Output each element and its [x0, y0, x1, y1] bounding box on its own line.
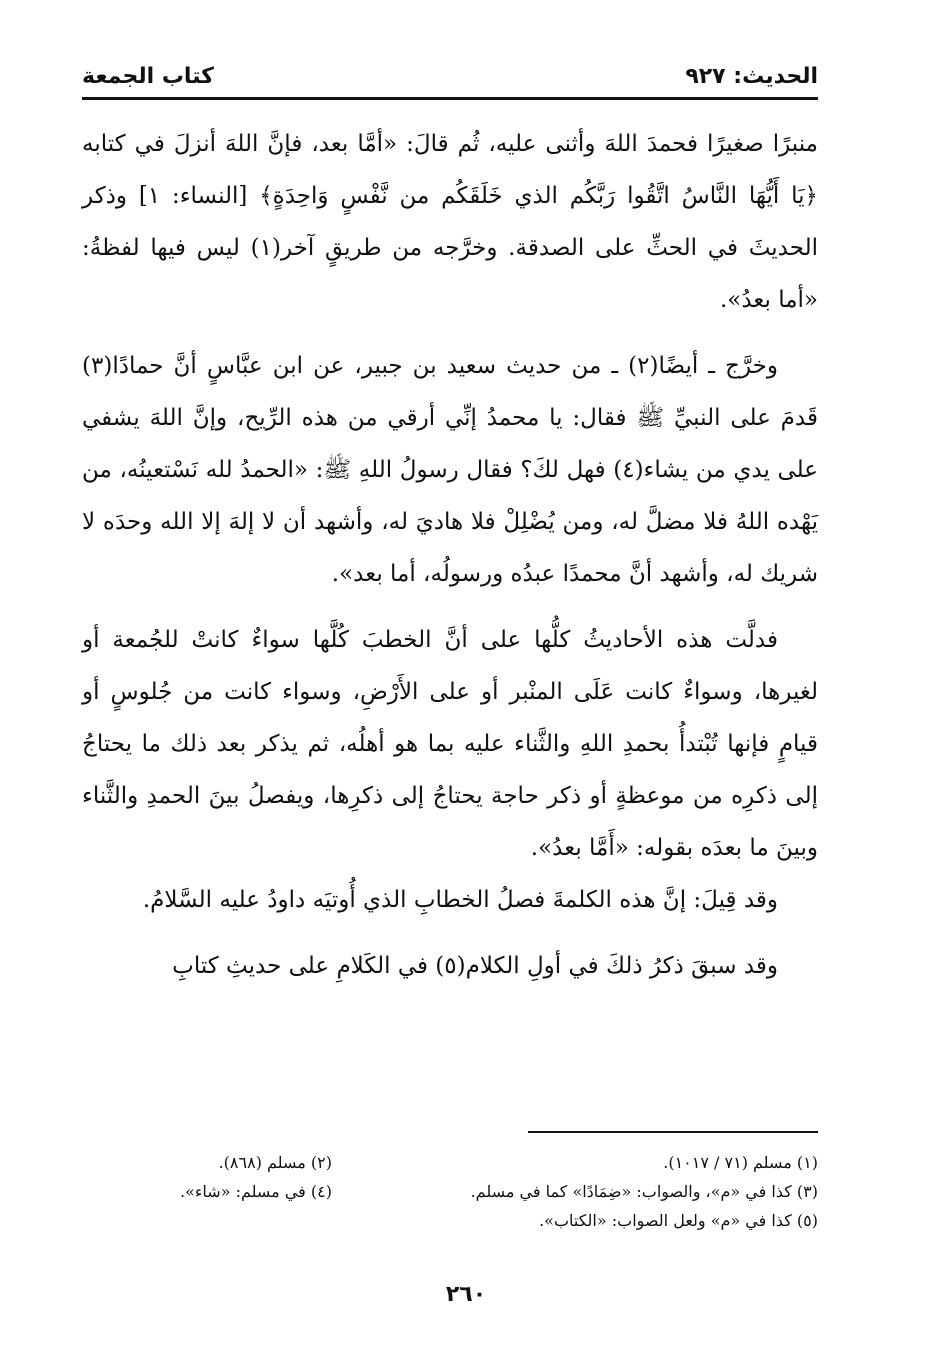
- hadith-number-label: الحديث: ٩٢٧: [685, 64, 818, 89]
- paragraph-4: وقد قِيلَ: إنَّ هذه الكلمةَ فصلُ الخطابِ الذي أُوتيَه داودُ عليه السَّلامُ.: [142, 887, 778, 913]
- footnote-row: [82, 1148, 818, 1177]
- running-header: [82, 58, 818, 98]
- footnote-2: (٢) مسلم (٨٦٨).: [218, 1153, 332, 1172]
- footnotes: [82, 1148, 818, 1235]
- footnote-row: [82, 1177, 818, 1206]
- footnote-4: (٤) في مسلم: «شاء».: [180, 1182, 332, 1201]
- footnote-5: (٥) كذا في «م» ولعل الصواب: «الكتاب».: [539, 1211, 818, 1230]
- footnote-3: (٣) كذا في «م»، والصواب: «ضِمَادًا» كما في مسلم.: [470, 1182, 818, 1201]
- footnote-separator: [528, 1131, 818, 1133]
- paragraph-1: منبرًا صغيرًا فحمدَ اللهَ وأثنى عليه، ثُم قالَ: «أمَّا بعد، فإنَّ اللهَ أنزلَ في كتابه ﴿يَا أَيُّهَا النَّاسُ اتَّقُوا رَبَّكُم الذي خَلَقَكُم من نَّفْسٍ وَاحِدَةٍ﴾ [النساء: ١] وذكر الحديثَ في الحثِّ على الصدقة. وخرَّجه من طريقٍ آخر(١) ليس فيها لفظةُ: «أما بعدُ».: [82, 131, 819, 313]
- header-rule: [82, 97, 818, 100]
- paragraph-2: وخرَّج ـ أيضًا(٢) ـ من حديث سعيد بن جبير، عن ابن عبَّاسٍ أنَّ حمادًا(٣) قَدمَ على النبيِّ ﷺ فقال: يا محمدُ إنِّي أرقي من هذه الرِّيح، وإنَّ اللهَ يشفي على يدي من يشاء(٤) فهل لكَ؟ فقال رسولُ اللهِ ﷺ: «الحمدُ لله نَسْتعينُه، من يَهْده اللهُ فلا مضلَّ له، ومن يُضْلِلْ فلا هاديَ له، وأشهد أن لا إلهَ إلا الله وحدَه لا شريك له، وأشهد أنَّ محمدًا عبدُه ورسولُه، أما بعد».: [82, 353, 818, 587]
- page-number: ٢٦٠: [445, 1282, 487, 1307]
- book-title: كتاب الجمعة: [82, 64, 214, 89]
- footnote-1: (١) مسلم (٧١ / ١٠١٧).: [663, 1153, 818, 1172]
- paragraph-5: وقد سبقَ ذكرُ ذلكَ في أولِ الكلام(٥) في الكَلامِ على حديثِ كتابِ: [172, 953, 778, 979]
- main-text: [82, 118, 818, 992]
- paragraph-3: فدلَّت هذه الأحاديثُ كلُّها على أنَّ الخطبَ كُلَّها سواءٌ كانتْ للجُمعة أو لغيرها، وسواءٌ كانت عَلَى المنْبر أو على الأَرْضِ، وسواء كانت من جُلوسٍ أو قيامٍ فإنها تُبْتدأُ بحمدِ اللهِ والثَّناء عليه بما هو أهلُه، ثم يذكر بعد ذلك ما يحتاجُ إلى ذكرِه من موعظةٍ أو ذكر حاجة يحتاجُ إلى ذكرِها، ويفصلُ بينَ الحمدِ والثَّناء وبينَ ما بعدَه بقوله: «أَمَّا بعدُ».: [82, 627, 818, 861]
- footnote-row: [82, 1206, 818, 1235]
